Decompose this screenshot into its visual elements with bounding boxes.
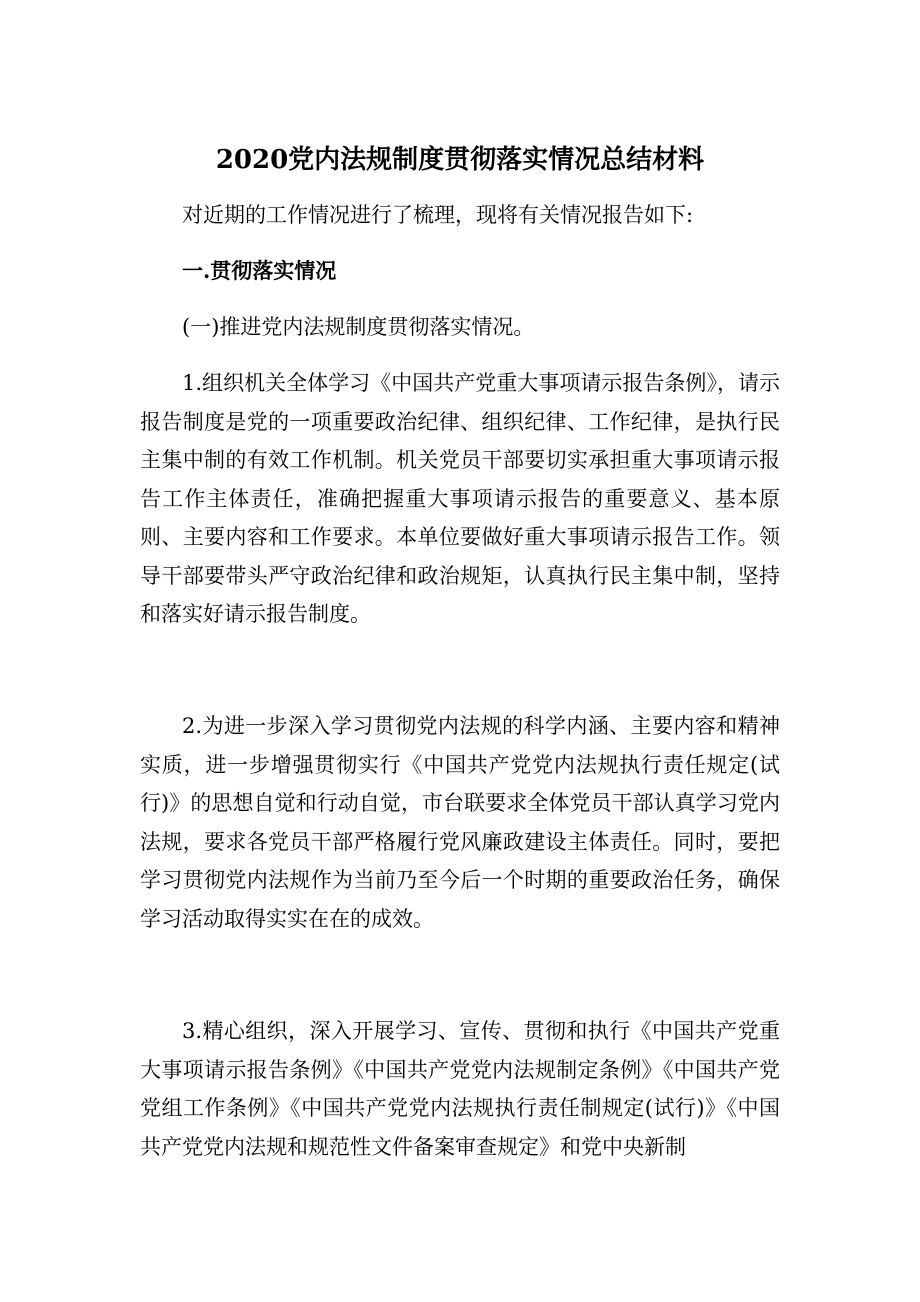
subsection-heading: (一)推进党内法规制度贯彻落实情况。: [182, 315, 535, 339]
paragraph-item-2: 2.为进一步深入学习贯彻党内法规的科学内涵、主要内容和精神实质，进一步增强贯彻实行《中国共产党党内法规执行责任规定(试行)》的思想自觉和行动自觉，市台联要求全体党员干部认真学习党内法规，要求各党员干部严格履行党风廉政建设主体责任。同时，要把学习贯彻党内法规作为当前乃至今后一个时期的重要政治任务，确保学习活动取得实实在在的成效。: [140, 714, 780, 931]
paragraph-item-3: 3.精心组织，深入开展学习、宣传、贯彻和执行《中国共产党重大事项请示报告条例》《中国共产党党内法规制定条例》《中国共产党党组工作条例》《中国共产党党内法规执行责任制规定(试行)》《中国共产党党内法规和规范性文件备案审查规定》和党中央新制: [140, 1019, 780, 1159]
paragraph-item-1: 1.组织机关全体学习《中国共产党重大事项请示报告条例》，请示报告制度是党的一项重要政治纪律、组织纪律、工作纪律，是执行民主集中制的有效工作机制。机关党员干部要切实承担重大事项请示报告工作主体责任，准确把握重大事项请示报告的重要意义、基本原则、主要内容和工作要求。本单位要做好重大事项请示报告工作。领导干部要带头严守政治纪律和政治规矩，认真执行民主集中制，坚持和落实好请示报告制度。: [140, 371, 780, 626]
intro-paragraph: 对近期的工作情况进行了梳理，现将有关情况报告如下:: [182, 203, 694, 227]
document-title: 2020党内法规制度贯彻落实情况总结材料: [215, 145, 705, 175]
section-heading: 一.贯彻落实情况: [182, 258, 337, 283]
